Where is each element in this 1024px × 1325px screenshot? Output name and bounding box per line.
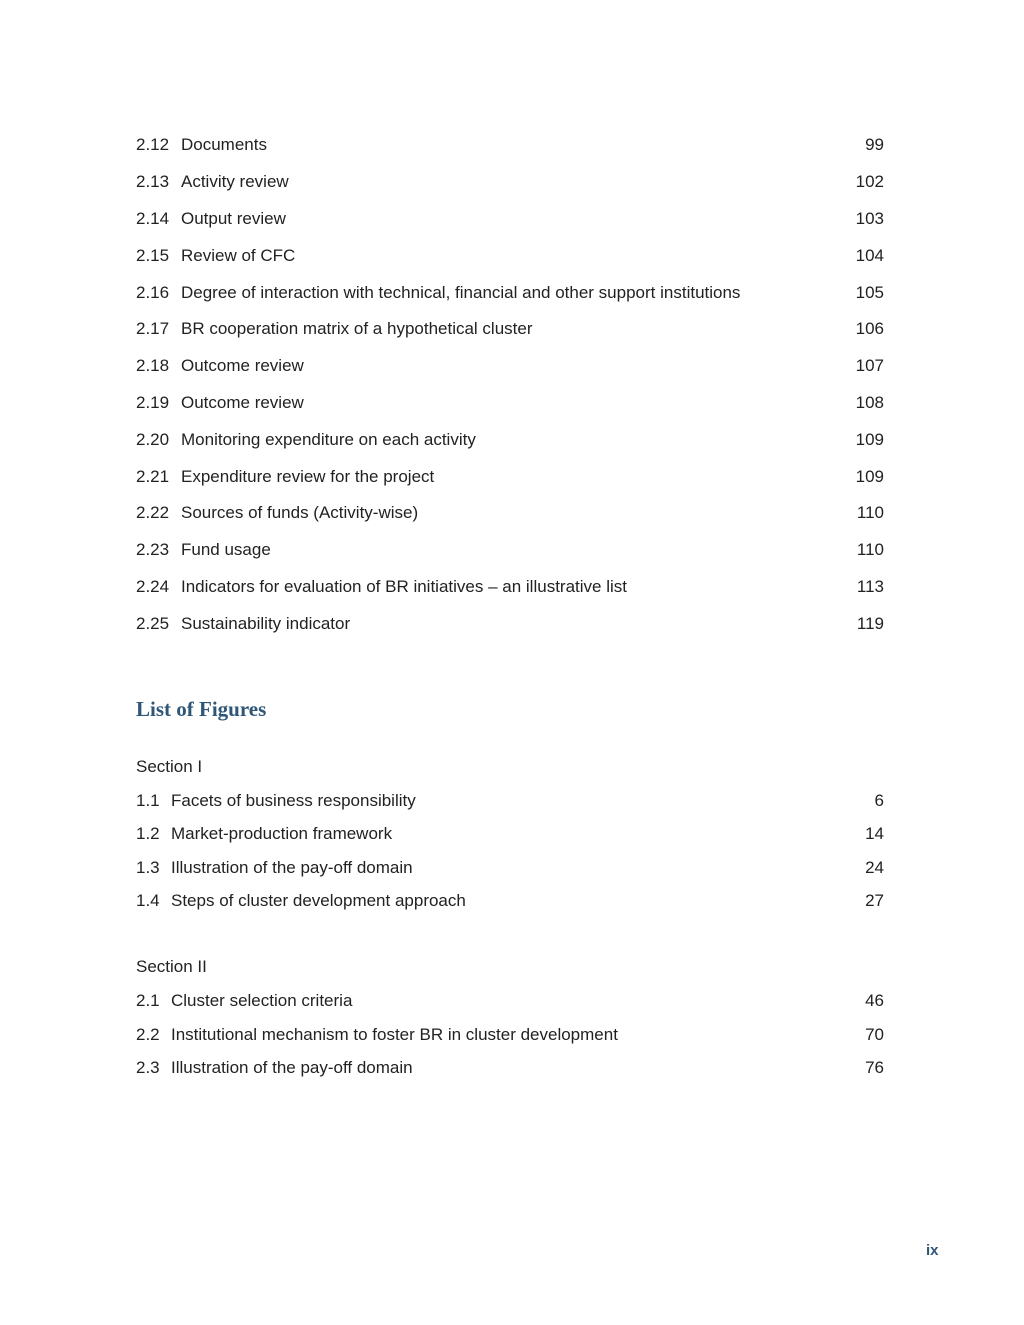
entry-number: 2.12 bbox=[136, 135, 170, 154]
entry-page: 104 bbox=[855, 246, 884, 265]
entry-title: Indicators for evaluation of BR initiatives – an illustrative list bbox=[181, 577, 627, 596]
entry-title: Institutional mechanism to foster BR in cluster development bbox=[171, 1025, 618, 1044]
list-of-figures-heading: List of Figures bbox=[136, 697, 267, 721]
entry-title: Monitoring expenditure on each activity bbox=[181, 430, 476, 449]
toc-entry[interactable] bbox=[136, 428, 884, 452]
toc-entry[interactable] bbox=[136, 789, 884, 813]
entry-number: 2.24 bbox=[136, 577, 170, 596]
section-1-title: Section I bbox=[136, 757, 203, 776]
entry-page: 107 bbox=[855, 356, 884, 375]
toc-entry[interactable] bbox=[136, 465, 884, 489]
toc-entry[interactable] bbox=[136, 538, 884, 562]
toc-entry[interactable] bbox=[136, 989, 884, 1013]
entry-number: 1.2 bbox=[136, 824, 160, 843]
entry-number: 2.21 bbox=[136, 467, 170, 486]
entry-page: 113 bbox=[856, 577, 884, 596]
toc-entry[interactable] bbox=[136, 501, 884, 525]
entry-number: 2.15 bbox=[136, 246, 170, 265]
entry-title: Sources of funds (Activity-wise) bbox=[181, 503, 419, 522]
toc-entry[interactable] bbox=[136, 207, 884, 231]
entry-title: Steps of cluster development approach bbox=[171, 891, 466, 910]
toc-entry[interactable] bbox=[136, 856, 884, 880]
toc-entry[interactable] bbox=[136, 317, 884, 341]
entry-title: Fund usage bbox=[181, 540, 271, 559]
section-2-title: Section II bbox=[136, 957, 207, 976]
entry-number: 2.17 bbox=[136, 319, 170, 338]
page-number: ix bbox=[926, 1242, 939, 1259]
entry-title: Output review bbox=[181, 209, 286, 228]
entry-title: Market-production framework bbox=[171, 824, 393, 843]
entry-page: 105 bbox=[855, 283, 884, 302]
entry-number: 2.14 bbox=[136, 209, 170, 228]
entry-number: 1.4 bbox=[136, 891, 160, 910]
toc-entry[interactable] bbox=[136, 354, 884, 378]
entry-page: 27 bbox=[865, 891, 884, 910]
entry-title: Outcome review bbox=[181, 393, 304, 412]
entry-number: 2.23 bbox=[136, 540, 170, 559]
entry-number: 2.1 bbox=[136, 991, 160, 1010]
entry-number: 1.3 bbox=[136, 858, 160, 877]
toc-entry[interactable] bbox=[136, 1056, 884, 1080]
entry-title: Expenditure review for the project bbox=[181, 467, 435, 486]
toc-entry[interactable] bbox=[136, 391, 884, 415]
entry-page: 110 bbox=[856, 540, 884, 559]
entry-title: Outcome review bbox=[181, 356, 304, 375]
toc-entry[interactable] bbox=[136, 133, 884, 157]
entry-number: 2.18 bbox=[136, 356, 170, 375]
toc-entry[interactable] bbox=[136, 170, 884, 194]
toc-entry[interactable] bbox=[136, 822, 884, 846]
entry-number: 2.16 bbox=[136, 283, 170, 302]
entry-number: 2.3 bbox=[136, 1058, 160, 1077]
entry-title: Review of CFC bbox=[181, 246, 296, 265]
entry-number: 2.22 bbox=[136, 503, 170, 522]
entry-title: Activity review bbox=[181, 172, 289, 191]
toc-entry[interactable] bbox=[136, 612, 884, 636]
entry-number: 2.20 bbox=[136, 430, 170, 449]
entry-page: 6 bbox=[874, 791, 884, 810]
entry-page: 24 bbox=[865, 858, 884, 877]
entry-title: Illustration of the pay-off domain bbox=[171, 1058, 413, 1077]
entry-number: 2.13 bbox=[136, 172, 170, 191]
toc-entry[interactable] bbox=[136, 575, 884, 599]
toc-entry[interactable] bbox=[136, 889, 884, 913]
entry-page: 70 bbox=[865, 1025, 884, 1044]
entry-page: 103 bbox=[855, 209, 884, 228]
toc-entry[interactable] bbox=[136, 244, 884, 268]
entry-title: Cluster selection criteria bbox=[171, 991, 353, 1010]
entry-number: 2.25 bbox=[136, 614, 170, 633]
toc-entry[interactable] bbox=[136, 281, 884, 305]
entry-page: 108 bbox=[855, 393, 884, 412]
toc-entry[interactable] bbox=[136, 1023, 884, 1047]
entry-title: Degree of interaction with technical, financial and other support institutions bbox=[181, 283, 741, 302]
entry-page: 109 bbox=[855, 430, 884, 449]
entry-page: 119 bbox=[856, 614, 884, 633]
entry-title: BR cooperation matrix of a hypothetical cluster bbox=[181, 319, 533, 338]
entry-page: 106 bbox=[855, 319, 884, 338]
entry-page: 76 bbox=[865, 1058, 884, 1077]
entry-title: Illustration of the pay-off domain bbox=[171, 858, 413, 877]
entry-page: 99 bbox=[865, 135, 884, 154]
entry-page: 102 bbox=[855, 172, 884, 191]
entry-title: Facets of business responsibility bbox=[171, 791, 416, 810]
entry-number: 1.1 bbox=[136, 791, 160, 810]
entry-title: Sustainability indicator bbox=[181, 614, 351, 633]
entry-number: 2.19 bbox=[136, 393, 170, 412]
entry-page: 14 bbox=[865, 824, 884, 843]
entry-page: 109 bbox=[855, 467, 884, 486]
entry-title: Documents bbox=[181, 135, 267, 154]
entry-number: 2.2 bbox=[136, 1025, 160, 1044]
entry-page: 46 bbox=[865, 991, 884, 1010]
entry-page: 110 bbox=[856, 503, 884, 522]
